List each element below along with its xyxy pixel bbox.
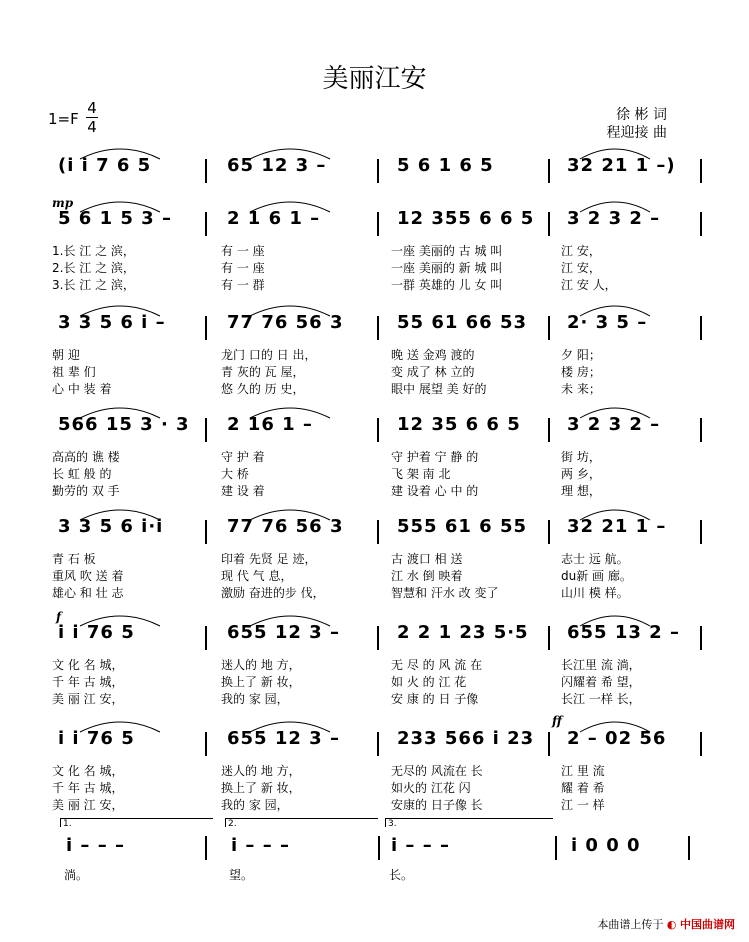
bar-line [377,418,379,442]
lyric-segment: 江 里 流 [561,764,605,778]
lyric-segment: 建 设 着 [221,484,265,498]
measure-notes: 2 16 1 – [227,414,313,435]
bar-line [205,418,207,442]
time-sig-bottom: 4 [87,118,97,136]
slur-arcs [40,502,700,522]
lyric-segment: 闪耀着 希 望， [561,675,641,689]
lyric-segment: 我的 家 园， [221,798,289,812]
lyric-segment: 无 尽 的 风 流 在 [391,658,483,672]
measure-notes: (i i 7 6 5 [58,155,152,176]
lyric-segment: 换上了 新 妆， [221,675,301,689]
lyric-segment: 高高的 谯 楼 [52,450,120,464]
bar-line [205,520,207,544]
lyric-segment: 3.长 江 之 滨， [52,278,135,292]
lyric-segment: 迷人的 地 方， [221,764,301,778]
bar-line [700,212,702,236]
lyric-segment: 一座 美丽的 新 城 叫 [391,261,503,275]
time-signature [86,100,98,135]
measure-notes: 233 566 i 23 [397,728,535,749]
bar-line [377,159,379,183]
lyric-segment: 理 想， [561,484,601,498]
lyric-segment: 江 水 倒 映着 [391,569,463,583]
measure-notes: 655 12 3 – [227,728,340,749]
lyric-segment: 有 一 座 [221,261,265,275]
lyric-segment: 江 安， [561,261,601,275]
bar-line [377,626,379,650]
lyric-segment: 大 桥 [221,467,249,481]
lyric-segment: 夕 阳； [561,348,601,362]
lyric-segment: 如 火 的 江 花 [391,675,467,689]
lyric-segment: 朝 迎 [52,348,80,362]
lyric-segment: 志士 远 航。 [561,552,629,566]
score-system [40,208,700,238]
bar-line [548,626,550,650]
dynamic-f: f [56,610,62,624]
page-title: 美丽江安 [322,64,427,94]
lyric-segment: 楼 房； [561,365,601,379]
ending-lyric: 望。 [229,868,254,882]
key-signature: 1=F [48,110,79,128]
lyric-segment: 一群 英雄的 儿 女 叫 [391,278,503,292]
measure-notes: i i 76 5 [58,622,135,643]
lyric-segment: 文 化 名 城， [52,658,124,672]
slur-arcs [40,194,700,214]
dynamic-mp: mp [52,196,74,210]
measure-notes: 3 2 3 2 – [567,208,661,229]
time-sig-top: 4 [87,99,97,117]
lyric-segment: 街 坊， [561,450,601,464]
bar-line [377,316,379,340]
measure-notes: 555 61 6 55 [397,516,527,537]
bar-line [700,316,702,340]
score-system [40,516,700,546]
lyric-segment: 有 一 座 [221,244,265,258]
lyric-segment: 安康的 日子像 长 [391,798,483,812]
dynamic-ff: ff [552,714,562,728]
measure-notes: 2 1 6 1 – [227,208,321,229]
measure-notes: i i 76 5 [58,728,135,749]
lyric-segment: 龙门 口的 日 出， [221,348,317,362]
measure-notes: 12 35 6 6 5 [397,414,521,435]
ending-notes: i – – – [391,835,450,856]
measure-notes: 55 61 66 53 [397,312,527,333]
score-system [40,414,700,444]
measure-notes: 655 13 2 – [567,622,680,643]
slur-arcs [40,141,700,161]
bar-line [548,316,550,340]
ending-lyric: 长。 [389,868,414,882]
ending-notes: i – – – [231,835,290,856]
lyric-segment: 迷人的 地 方， [221,658,301,672]
footer [597,916,735,932]
bar-line [555,836,557,860]
measure-notes: 3 3 5 6 i·i [58,516,164,537]
lyric-segment: 1.长 江 之 滨， [52,244,135,258]
lyric-segment: 长江里 流 淌， [561,658,641,672]
lyric-segment: 两 乡， [561,467,601,481]
lyric-segment: 祖 辈 们 [52,365,96,379]
lyric-segment: 古 渡口 相 送 [391,552,463,566]
bar-line [377,520,379,544]
volta-bracket: 3. [385,818,553,827]
lyric-segment: 文 化 名 城， [52,764,124,778]
lyric-segment: 眼中 展望 美 好的 [391,382,487,396]
lyric-segment: 建 设着 心 中 的 [391,484,479,498]
slur-arcs [40,400,700,420]
bar-line [378,836,380,860]
lyric-segment: 雄心 和 壮 志 [52,586,124,600]
composer-credit: 程迎接 曲 [606,125,667,141]
bar-line [377,732,379,756]
lyric-segment: 悠 久的 历 史， [221,382,305,396]
lyric-segment: 现 代 气 息， [221,569,293,583]
lyric-segment: 如火的 江花 闪 [391,781,471,795]
lyric-segment: 晚 送 金鸡 渡的 [391,348,475,362]
measure-notes: 77 76 56 3 [227,516,344,537]
bar-line [205,159,207,183]
bar-line [548,159,550,183]
bar-line [205,836,207,860]
lyric-segment: 山川 模 样。 [561,586,629,600]
lyric-segment: 勤劳的 双 手 [52,484,120,498]
bar-line [548,212,550,236]
lyric-segment: 有 一 群 [221,278,265,292]
measure-notes: 2· 3 5 – [567,312,648,333]
lyric-segment: 无尽的 风流在 长 [391,764,483,778]
measure-notes: 3 3 5 6 i – [58,312,166,333]
measure-notes: 566 15 3 · 3 [58,414,190,435]
measure-notes: 5 6 1 5 3 – [58,208,172,229]
lyric-segment: 耀 着 希 [561,781,605,795]
measure-notes: 3 2 3 2 – [567,414,661,435]
bar-line [700,520,702,544]
lyric-segment: 重风 吹 送 着 [52,569,124,583]
measure-notes: 65 12 3 – [227,155,327,176]
measure-notes: 77 76 56 3 [227,312,344,333]
measure-notes: 2 2 1 23 5·5 [397,622,529,643]
lyric-segment: du新 画 廊。 [561,569,632,583]
volta-bracket: 2. [225,818,378,827]
score-system [40,728,700,758]
score-system [40,622,700,652]
bar-line [700,626,702,650]
bar-line [205,732,207,756]
measure-notes: 32 21 1 – [567,516,667,537]
lyric-segment: 长江 一样 长， [561,692,641,706]
bar-line [700,732,702,756]
lyric-segment: 心 中 装 着 [52,382,112,396]
site-logo-icon: ◐ [666,918,677,931]
lyric-segment: 我的 家 园， [221,692,289,706]
lyric-segment: 飞 架 南 北 [391,467,451,481]
score-system [40,312,700,342]
lyric-segment: 激励 奋进的步 伐， [221,586,325,600]
slur-arcs [40,298,700,318]
lyric-segment: 智慧和 汗水 改 变了 [391,586,499,600]
lyric-segment: 青 灰的 瓦 屋， [221,365,305,379]
score-system [40,155,700,185]
lyricist-credit: 徐 彬 词 [616,107,667,123]
measure-notes: 12 355 6 6 5 [397,208,535,229]
bar-line [377,212,379,236]
bar-line [205,316,207,340]
volta-bracket: 1. [60,818,213,827]
lyric-segment: 长 虹 般 的 [52,467,112,481]
bar-line [548,732,550,756]
footer-brand: 中国曲谱网 [680,918,735,931]
slur-arcs [40,714,700,734]
lyric-segment: 2.长 江 之 滨， [52,261,135,275]
bar-line [205,212,207,236]
lyric-segment: 变 成了 林 立的 [391,365,475,379]
lyric-segment: 江 一 样 [561,798,605,812]
measure-notes: 2 – 02 56 [567,728,667,749]
lyric-segment: 守 护着 宁 静 的 [391,450,479,464]
lyric-segment: 未 来； [561,382,601,396]
lyric-segment: 美 丽 江 安， [52,692,124,706]
footer-text: 本曲谱上传于 [597,918,664,931]
ending-notes: i – – – [66,835,125,856]
measure-notes: 655 12 3 – [227,622,340,643]
bar-line [700,159,702,183]
lyric-segment: 换上了 新 妆， [221,781,301,795]
lyric-segment: 青 石 板 [52,552,96,566]
ending-lyric: 淌。 [64,868,89,882]
lyric-segment: 千 年 古 城， [52,675,124,689]
lyric-segment: 美 丽 江 安， [52,798,124,812]
lyric-segment: 安 康 的 日 子像 [391,692,479,706]
slur-arcs [40,608,700,628]
lyric-segment: 守 护 着 [221,450,265,464]
lyric-segment: 江 安， [561,244,601,258]
bar-line [688,836,690,860]
bar-line [700,418,702,442]
lyric-segment: 江 安 人， [561,278,617,292]
lyric-segment: 一座 美丽的 古 城 叫 [391,244,503,258]
ending-notes: i 0 0 0 [571,835,641,856]
lyric-segment: 印着 先贤 足 迹， [221,552,317,566]
bar-line [548,418,550,442]
bar-line [205,626,207,650]
bar-line [548,520,550,544]
measure-notes: 5 6 1 6 5 [397,155,494,176]
lyric-segment: 千 年 古 城， [52,781,124,795]
measure-notes: 32 21 1 –) [567,155,676,176]
